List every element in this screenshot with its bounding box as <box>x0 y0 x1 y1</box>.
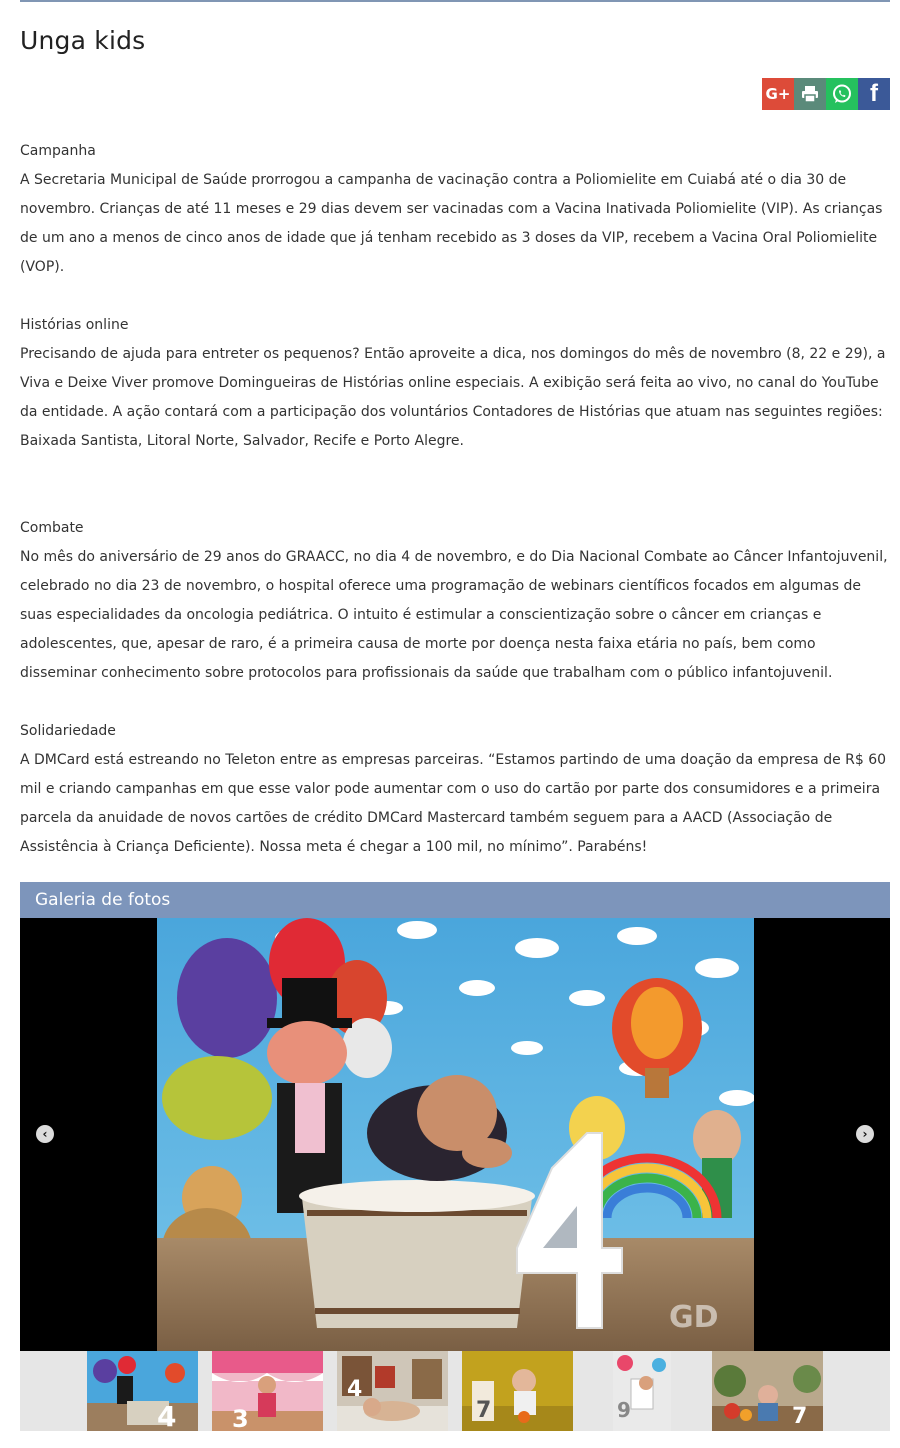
section-heading: Histórias online <box>20 317 129 333</box>
gallery-prev-button[interactable] <box>36 1125 54 1143</box>
section-text: A Secretaria Municipal de Saúde prorrogou a campanha de vacinação contra a Poliomielite em Cuiabá até o dia 30 de novembro. Crianças de até 11 meses e 29 dias devem ser vacinadas com a Vacina Inativada Poliomielite (VIP). As crianças de um ano a menos de cinco anos de idade que já tenham recebido as 3 doses da VIP, recebem a Vacina Oral Poliomielite (VOP). <box>20 172 883 275</box>
article-section-combate <box>20 514 892 688</box>
gallery-main-photo <box>157 918 754 1351</box>
photo-gallery <box>20 882 890 1431</box>
thumbnail-number: 4 <box>347 1377 363 1402</box>
whatsapp-icon <box>831 83 853 105</box>
photo-watermark: GD <box>669 1300 719 1335</box>
google-plus-share-button[interactable] <box>762 78 794 110</box>
section-heading: Solidariedade <box>20 723 116 739</box>
top-divider <box>20 0 890 2</box>
article-section-campanha <box>20 137 892 282</box>
print-icon <box>800 84 820 104</box>
thumbnail-number: 3 <box>232 1405 249 1431</box>
thumbnail-number: 7 <box>792 1404 808 1429</box>
gallery-next-button[interactable] <box>856 1125 874 1143</box>
google-plus-icon: G+ <box>765 85 791 103</box>
gallery-thumbnails <box>20 1351 890 1431</box>
thumbnail-number: 7 <box>476 1398 492 1423</box>
section-text: A DMCard está estreando no Teleton entre as empresas parceiras. “Estamos partindo de uma doação da empresa de R$ 60 mil e criando campanhas em que esse valor pode aumentar com o uso do cartão por parte dos consumidores e a primeira parcela da anuidade de novos cartões de crédito DMCard Mastercard também seguem para a AACD (Associação de Assistência à Criança Deficiente). Nossa meta é chegar a 100 mil, no mínimo”. Parabéns! <box>20 752 887 855</box>
main-photo-number <box>524 1188 580 1281</box>
chevron-left-icon: ‹ <box>42 1127 48 1141</box>
facebook-icon: f <box>870 80 878 107</box>
section-text: No mês do aniversário de 29 anos do GRAACC, no dia 4 de novembro, e do Dia Nacional Combate ao Câncer Infantojuvenil, celebrado no dia 23 de novembro, o hospital oferece uma programação de webinars científicos focados em algumas de suas especialidades da oncologia pediátrica. O intuito é estimular a conscientização sobre o câncer em crianças e adolescentes, que, apesar de raro, é a primeira causa de morte por doença nesta faixa etária no país, bem como disseminar conhecimento sobre protocolos para profissionais da saúde que trabalham com o público infantojuvenil. <box>20 549 888 681</box>
section-heading: Combate <box>20 520 84 536</box>
thumbnail-number: 9 <box>617 1398 631 1422</box>
chevron-right-icon: › <box>862 1127 868 1141</box>
section-heading: Campanha <box>20 143 96 159</box>
article-section-historias <box>20 311 892 456</box>
share-bar <box>762 78 890 110</box>
gallery-thumbnail[interactable] <box>462 1351 573 1431</box>
gallery-thumbnail[interactable] <box>712 1351 823 1431</box>
newborn-photo-illustration <box>157 918 754 1351</box>
thumbnail-number: 4 <box>157 1400 177 1431</box>
article-section-solidariedade <box>20 717 892 862</box>
section-text: Precisando de ajuda para entreter os pequenos? Então aproveite a dica, nos domingos do mês de novembro (8, 22 e 29), a Viva e Deixe Viver promove Domingueiras de Histórias online especiais. A exibição será feita ao vivo, no canal do YouTube da entidade. A ação contará com a participação dos voluntários Contadores de Histórias que atuam nas seguintes regiões: Baixada Santista, Litoral Norte, Salvador, Recife e Porto Alegre. <box>20 346 886 449</box>
gallery-thumbnail[interactable] <box>212 1351 323 1431</box>
page-title: Unga kids <box>20 26 146 55</box>
article-body <box>20 137 892 862</box>
whatsapp-share-button[interactable] <box>826 78 858 110</box>
gallery-thumbnail[interactable] <box>337 1351 448 1431</box>
facebook-share-button[interactable] <box>858 78 890 110</box>
gallery-thumbnail[interactable] <box>613 1351 671 1431</box>
print-button[interactable] <box>794 78 826 110</box>
gallery-thumbnail[interactable] <box>87 1351 198 1431</box>
gallery-viewer <box>20 918 890 1351</box>
gallery-header: Galeria de fotos <box>20 882 890 918</box>
